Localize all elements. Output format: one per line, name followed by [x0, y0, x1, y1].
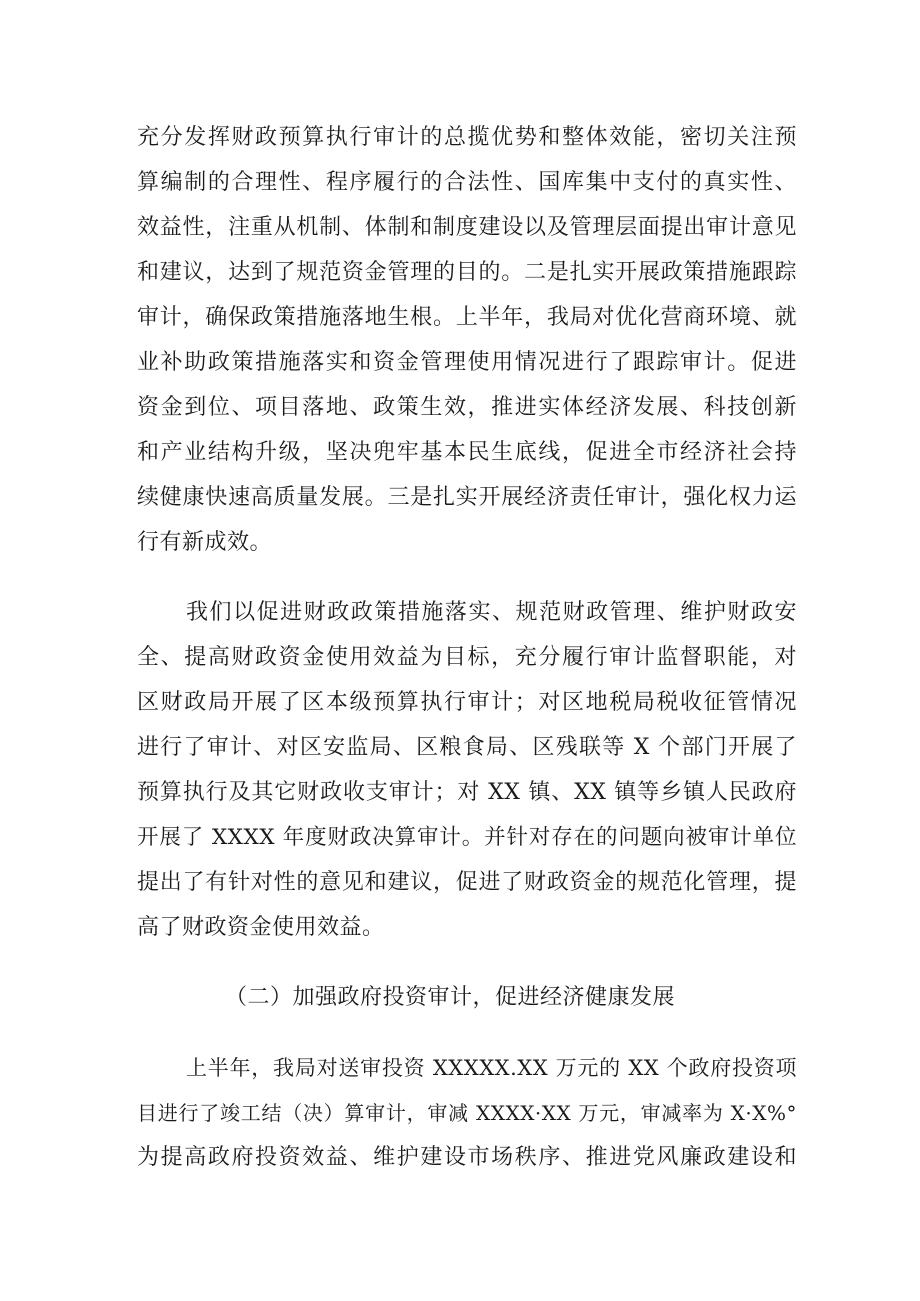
text-line: 预算执行及其它财政收支审计；对 XX 镇、XX 镇等乡镇人民政府 — [137, 780, 797, 805]
text-line: 审计，确保政策措施落地生根。上半年，我局对优化营商环境、就 — [137, 305, 797, 330]
text-line: 高了财政资金使用效益。 — [137, 915, 385, 940]
text-line: 续健康快速高质量发展。三是扎实开展经济责任审计，强化权力运 — [137, 485, 797, 510]
text-line: 为提高政府投资效益、维护建设市场秩序、推进党风廉政建设和 — [137, 1145, 797, 1170]
text-line: 我们以促进财政政策措施落实、规范财政管理、维护财政安 — [186, 600, 797, 625]
text-line: 开展了 XXXX 年度财政决算审计。并针对存在的问题向被审计单位 — [137, 825, 797, 850]
section-heading: （二）加强政府投资审计，促进经济健康发展 — [225, 985, 676, 1010]
text-line: 上半年，我局对送审投资 XXXXX.XX 万元的 XX 个政府投资项 — [186, 1056, 797, 1080]
text-line: 全、提高财政资金使用效益为目标，充分履行审计监督职能，对 — [137, 645, 797, 670]
text-line: 充分发挥财政预算执行审计的总揽优势和整体效能，密切关注预 — [137, 125, 797, 150]
text-line: 效益性，注重从机制、体制和制度建设以及管理层面提出审计意见 — [137, 215, 797, 240]
text-line: 和建议，达到了规范资金管理的目的。二是扎实开展政策措施跟踪 — [137, 260, 797, 285]
text-line: 和产业结构升级，坚决兜牢基本民生底线，促进全市经济社会持 — [137, 440, 797, 465]
text-line: 算编制的合理性、程序履行的合法性、国库集中支付的真实性、 — [137, 170, 797, 195]
text-line: 区财政局开展了区本级预算执行审计；对区地税局税收征管情况 — [137, 690, 797, 715]
text-line: 提出了有针对性的意见和建议，促进了财政资金的规范化管理，提 — [137, 870, 797, 895]
text-line: 目进行了竣工结（决）算审计，审减 XXXX·XX 万元，审减率为 X·X%° — [137, 1101, 797, 1125]
text-line: 业补助政策措施落实和资金管理使用情况进行了跟踪审计。促进 — [137, 350, 797, 375]
text-line: 进行了审计、对区安监局、区粮食局、区残联等 X 个部门开展了 — [137, 735, 797, 760]
text-line: 资金到位、项目落地、政策生效，推进实体经济发展、科技创新 — [137, 395, 797, 420]
text-line: 行有新成效。 — [137, 530, 273, 555]
